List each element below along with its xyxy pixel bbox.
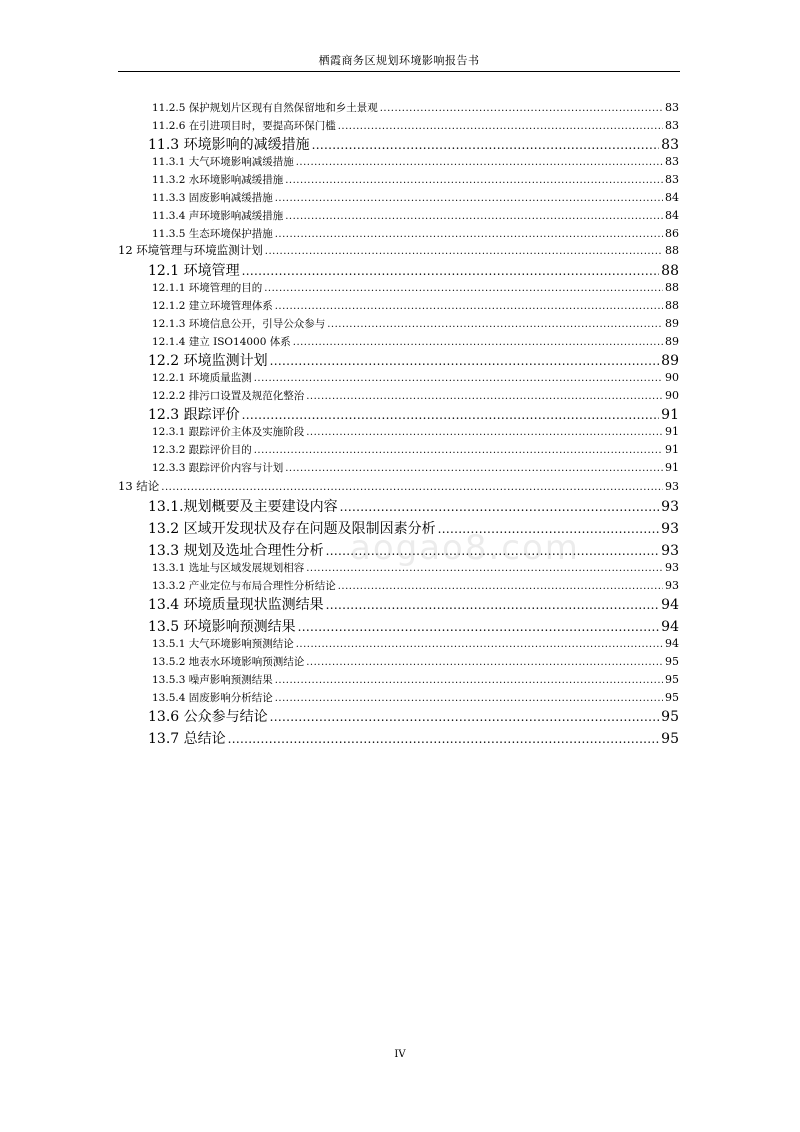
toc-entry[interactable] <box>152 154 679 169</box>
toc-dot-leader <box>285 464 663 474</box>
toc-entry-page: 84 <box>665 209 679 222</box>
toc-entry[interactable] <box>152 100 679 115</box>
toc-entry[interactable] <box>148 594 679 614</box>
toc-entry-page: 94 <box>661 597 679 613</box>
toc-entry-page: 83 <box>665 119 679 132</box>
toc-entry-page: 93 <box>665 480 679 493</box>
toc-entry[interactable] <box>152 578 679 593</box>
toc-entry-page: 88 <box>665 299 679 312</box>
toc-entry-page: 89 <box>665 335 679 348</box>
toc-entry-title: 11.3 环境影响的减缓措施 <box>148 137 310 153</box>
toc-entry[interactable] <box>152 208 679 223</box>
toc-dot-leader <box>242 265 660 277</box>
toc-entry-page: 83 <box>665 173 679 186</box>
toc-entry[interactable] <box>152 388 679 403</box>
toc-dot-leader <box>293 338 663 348</box>
toc-entry[interactable] <box>152 560 679 575</box>
toc-entry-page: 94 <box>665 637 679 650</box>
toc-dot-leader <box>338 582 663 592</box>
toc-entry-title: 11.3.5 生态环境保护措施 <box>152 228 273 240</box>
toc-entry[interactable] <box>152 672 679 687</box>
toc-entry-title: 12 环境管理与环境监测计划 <box>118 243 263 257</box>
toc-dot-leader <box>326 545 660 557</box>
toc-dot-leader <box>161 483 663 493</box>
toc-entry-page: 84 <box>665 191 679 204</box>
toc-entry[interactable] <box>118 478 679 494</box>
toc-dot-leader <box>242 409 660 421</box>
toc-entry[interactable] <box>152 690 679 705</box>
toc-dot-leader <box>326 599 660 611</box>
toc-entry-title: 11.3.1 大气环境影响减缓措施 <box>152 156 294 168</box>
toc-entry-page: 93 <box>661 543 679 559</box>
header-divider <box>118 71 680 72</box>
toc-entry[interactable] <box>152 118 679 133</box>
toc-entry[interactable] <box>152 636 679 651</box>
toc-entry[interactable] <box>152 424 679 439</box>
toc-entry[interactable] <box>152 334 679 349</box>
toc-dot-leader <box>327 320 663 330</box>
toc-entry-title: 13.3.2 产业定位与布局合理性分析结论 <box>152 580 336 592</box>
toc-dot-leader <box>306 392 663 402</box>
toc-entry[interactable] <box>152 460 679 475</box>
toc-entry-title: 13.5.1 大气环境影响预测结论 <box>152 638 294 650</box>
toc-entry-page: 83 <box>661 137 679 153</box>
toc-entry-page: 83 <box>665 101 679 114</box>
toc-entry-page: 93 <box>661 499 679 515</box>
toc-dot-leader <box>275 676 663 686</box>
toc-dot-leader <box>306 428 663 438</box>
toc-entry-page: 88 <box>665 281 679 294</box>
toc-dot-leader <box>338 122 663 132</box>
toc-entry-page: 89 <box>661 353 679 369</box>
toc-entry-page: 83 <box>665 155 679 168</box>
toc-entry[interactable] <box>148 260 679 280</box>
page-header-title: 栖霞商务区规划环境影响报告书 <box>318 54 480 67</box>
toc-entry-page: 95 <box>661 709 679 725</box>
toc-entry-title: 13.3.1 选址与区域发展规划相容 <box>152 562 305 574</box>
toc-entry-title: 13 结论 <box>118 479 160 493</box>
toc-entry[interactable] <box>148 728 679 748</box>
toc-entry[interactable] <box>148 350 679 370</box>
toc-dot-leader <box>438 523 660 535</box>
toc-entry-page: 93 <box>665 579 679 592</box>
toc-entry-title: 13.5.4 固废影响分析结论 <box>152 692 273 704</box>
toc-entry-title: 12.1 环境管理 <box>148 263 240 279</box>
toc-entry-title: 12.3.2 跟踪评价目的 <box>152 444 252 456</box>
toc-entry-page: 88 <box>665 244 679 257</box>
toc-dot-leader <box>312 139 660 151</box>
toc-dot-leader <box>285 176 663 186</box>
toc-entry-title: 13.6 公众参与结论 <box>148 709 268 725</box>
toc-dot-leader <box>285 212 663 222</box>
toc-entry-title: 12.2.2 排污口设置及规范化整治 <box>152 390 305 402</box>
toc-entry-title: 12.2.1 环境质量监测 <box>152 372 252 384</box>
page-number: IV <box>394 1049 406 1060</box>
toc-entry[interactable] <box>152 280 679 295</box>
toc-entry[interactable] <box>152 442 679 457</box>
toc-entry-page: 95 <box>665 655 679 668</box>
toc-entry-title: 12.2 环境监测计划 <box>148 353 268 369</box>
toc-dot-leader <box>275 694 663 704</box>
toc-entry-title: 11.3.3 固废影响减缓措施 <box>152 192 273 204</box>
toc-entry-page: 95 <box>665 673 679 686</box>
toc-entry[interactable] <box>148 616 679 636</box>
toc-entry-title: 13.5.3 噪声影响预测结果 <box>152 674 273 686</box>
toc-entry[interactable] <box>152 654 679 669</box>
watermark: aogao8.com <box>350 528 580 568</box>
toc-entry-page: 86 <box>665 227 679 240</box>
toc-entry[interactable] <box>152 226 679 241</box>
toc-entry[interactable] <box>152 316 679 331</box>
toc-entry-page: 89 <box>665 317 679 330</box>
toc-dot-leader <box>298 621 660 633</box>
toc-entry-page: 91 <box>665 425 679 438</box>
toc-dot-leader <box>254 374 663 384</box>
toc-entry-title: 12.3.3 跟踪评价内容与计划 <box>152 462 284 474</box>
toc-dot-leader <box>306 658 663 668</box>
toc-dot-leader <box>306 564 663 574</box>
toc-dot-leader <box>296 640 663 650</box>
toc-entry-page: 95 <box>665 691 679 704</box>
toc-entry-title: 13.5 环境影响预测结果 <box>148 619 296 635</box>
toc-entry[interactable] <box>148 134 679 154</box>
toc-dot-leader <box>264 284 663 294</box>
toc-entry[interactable] <box>148 496 679 516</box>
toc-entry-title: 12.1.3 环境信息公开，引导公众参与 <box>152 318 326 330</box>
toc-entry-title: 11.3.4 声环境影响减缓措施 <box>152 210 284 222</box>
toc-entry[interactable] <box>152 190 679 205</box>
toc-entry-page: 95 <box>661 731 679 747</box>
toc-dot-leader <box>380 104 663 114</box>
toc-dot-leader <box>265 247 663 257</box>
toc-entry-title: 13.4 环境质量现状监测结果 <box>148 597 324 613</box>
toc-dot-leader <box>275 230 663 240</box>
toc-entry-title: 13.1.规划概要及主要建设内容 <box>148 499 338 515</box>
toc-entry[interactable] <box>148 518 679 538</box>
toc-entry-page: 90 <box>665 371 679 384</box>
toc-entry-title: 11.2.5 保护规划片区现有自然保留地和乡土景观 <box>152 102 378 114</box>
toc-entry-page: 93 <box>665 561 679 574</box>
toc-entry-page: 94 <box>661 619 679 635</box>
toc-dot-leader <box>270 711 660 723</box>
toc-entry-page: 93 <box>661 521 679 537</box>
toc-dot-leader <box>340 501 660 513</box>
toc-entry[interactable] <box>148 404 679 424</box>
toc-entry-title: 12.3 跟踪评价 <box>148 407 240 423</box>
toc-entry-page: 91 <box>665 443 679 456</box>
toc-dot-leader <box>275 302 663 312</box>
toc-entry[interactable] <box>148 540 679 560</box>
toc-entry-title: 11.3.2 水环境影响减缓措施 <box>152 174 284 186</box>
toc-entry-title: 11.2.6 在引进项目时，要提高环保门槛 <box>152 120 336 132</box>
toc-entry[interactable] <box>152 172 679 187</box>
toc-entry-title: 13.5.2 地表水环境影响预测结论 <box>152 656 305 668</box>
toc-entry-title: 12.1.4 建立 ISO14000 体系 <box>152 336 291 348</box>
toc-entry-title: 12.3.1 跟踪评价主体及实施阶段 <box>152 426 305 438</box>
toc-dot-leader <box>228 733 660 745</box>
toc-entry-page: 91 <box>665 461 679 474</box>
toc-entry-title: 12.1.2 建立环境管理体系 <box>152 300 273 312</box>
toc-dot-leader <box>254 446 663 456</box>
toc-entry-page: 91 <box>661 407 679 423</box>
toc-entry[interactable] <box>152 298 679 313</box>
toc-entry-title: 13.7 总结论 <box>148 731 226 747</box>
toc-entry[interactable] <box>118 242 679 258</box>
toc-entry[interactable] <box>152 370 679 385</box>
toc-dot-leader <box>275 194 663 204</box>
toc-entry-title: 13.3 规划及选址合理性分析 <box>148 543 324 559</box>
toc-entry-page: 90 <box>665 389 679 402</box>
toc-entry-page: 88 <box>661 263 679 279</box>
toc-entry-title: 13.2 区域开发现状及存在问题及限制因素分析 <box>148 521 436 537</box>
toc-entry[interactable] <box>148 706 679 726</box>
toc-entry-title: 12.1.1 环境管理的目的 <box>152 282 263 294</box>
toc-dot-leader <box>270 355 660 367</box>
toc-dot-leader <box>296 158 663 168</box>
